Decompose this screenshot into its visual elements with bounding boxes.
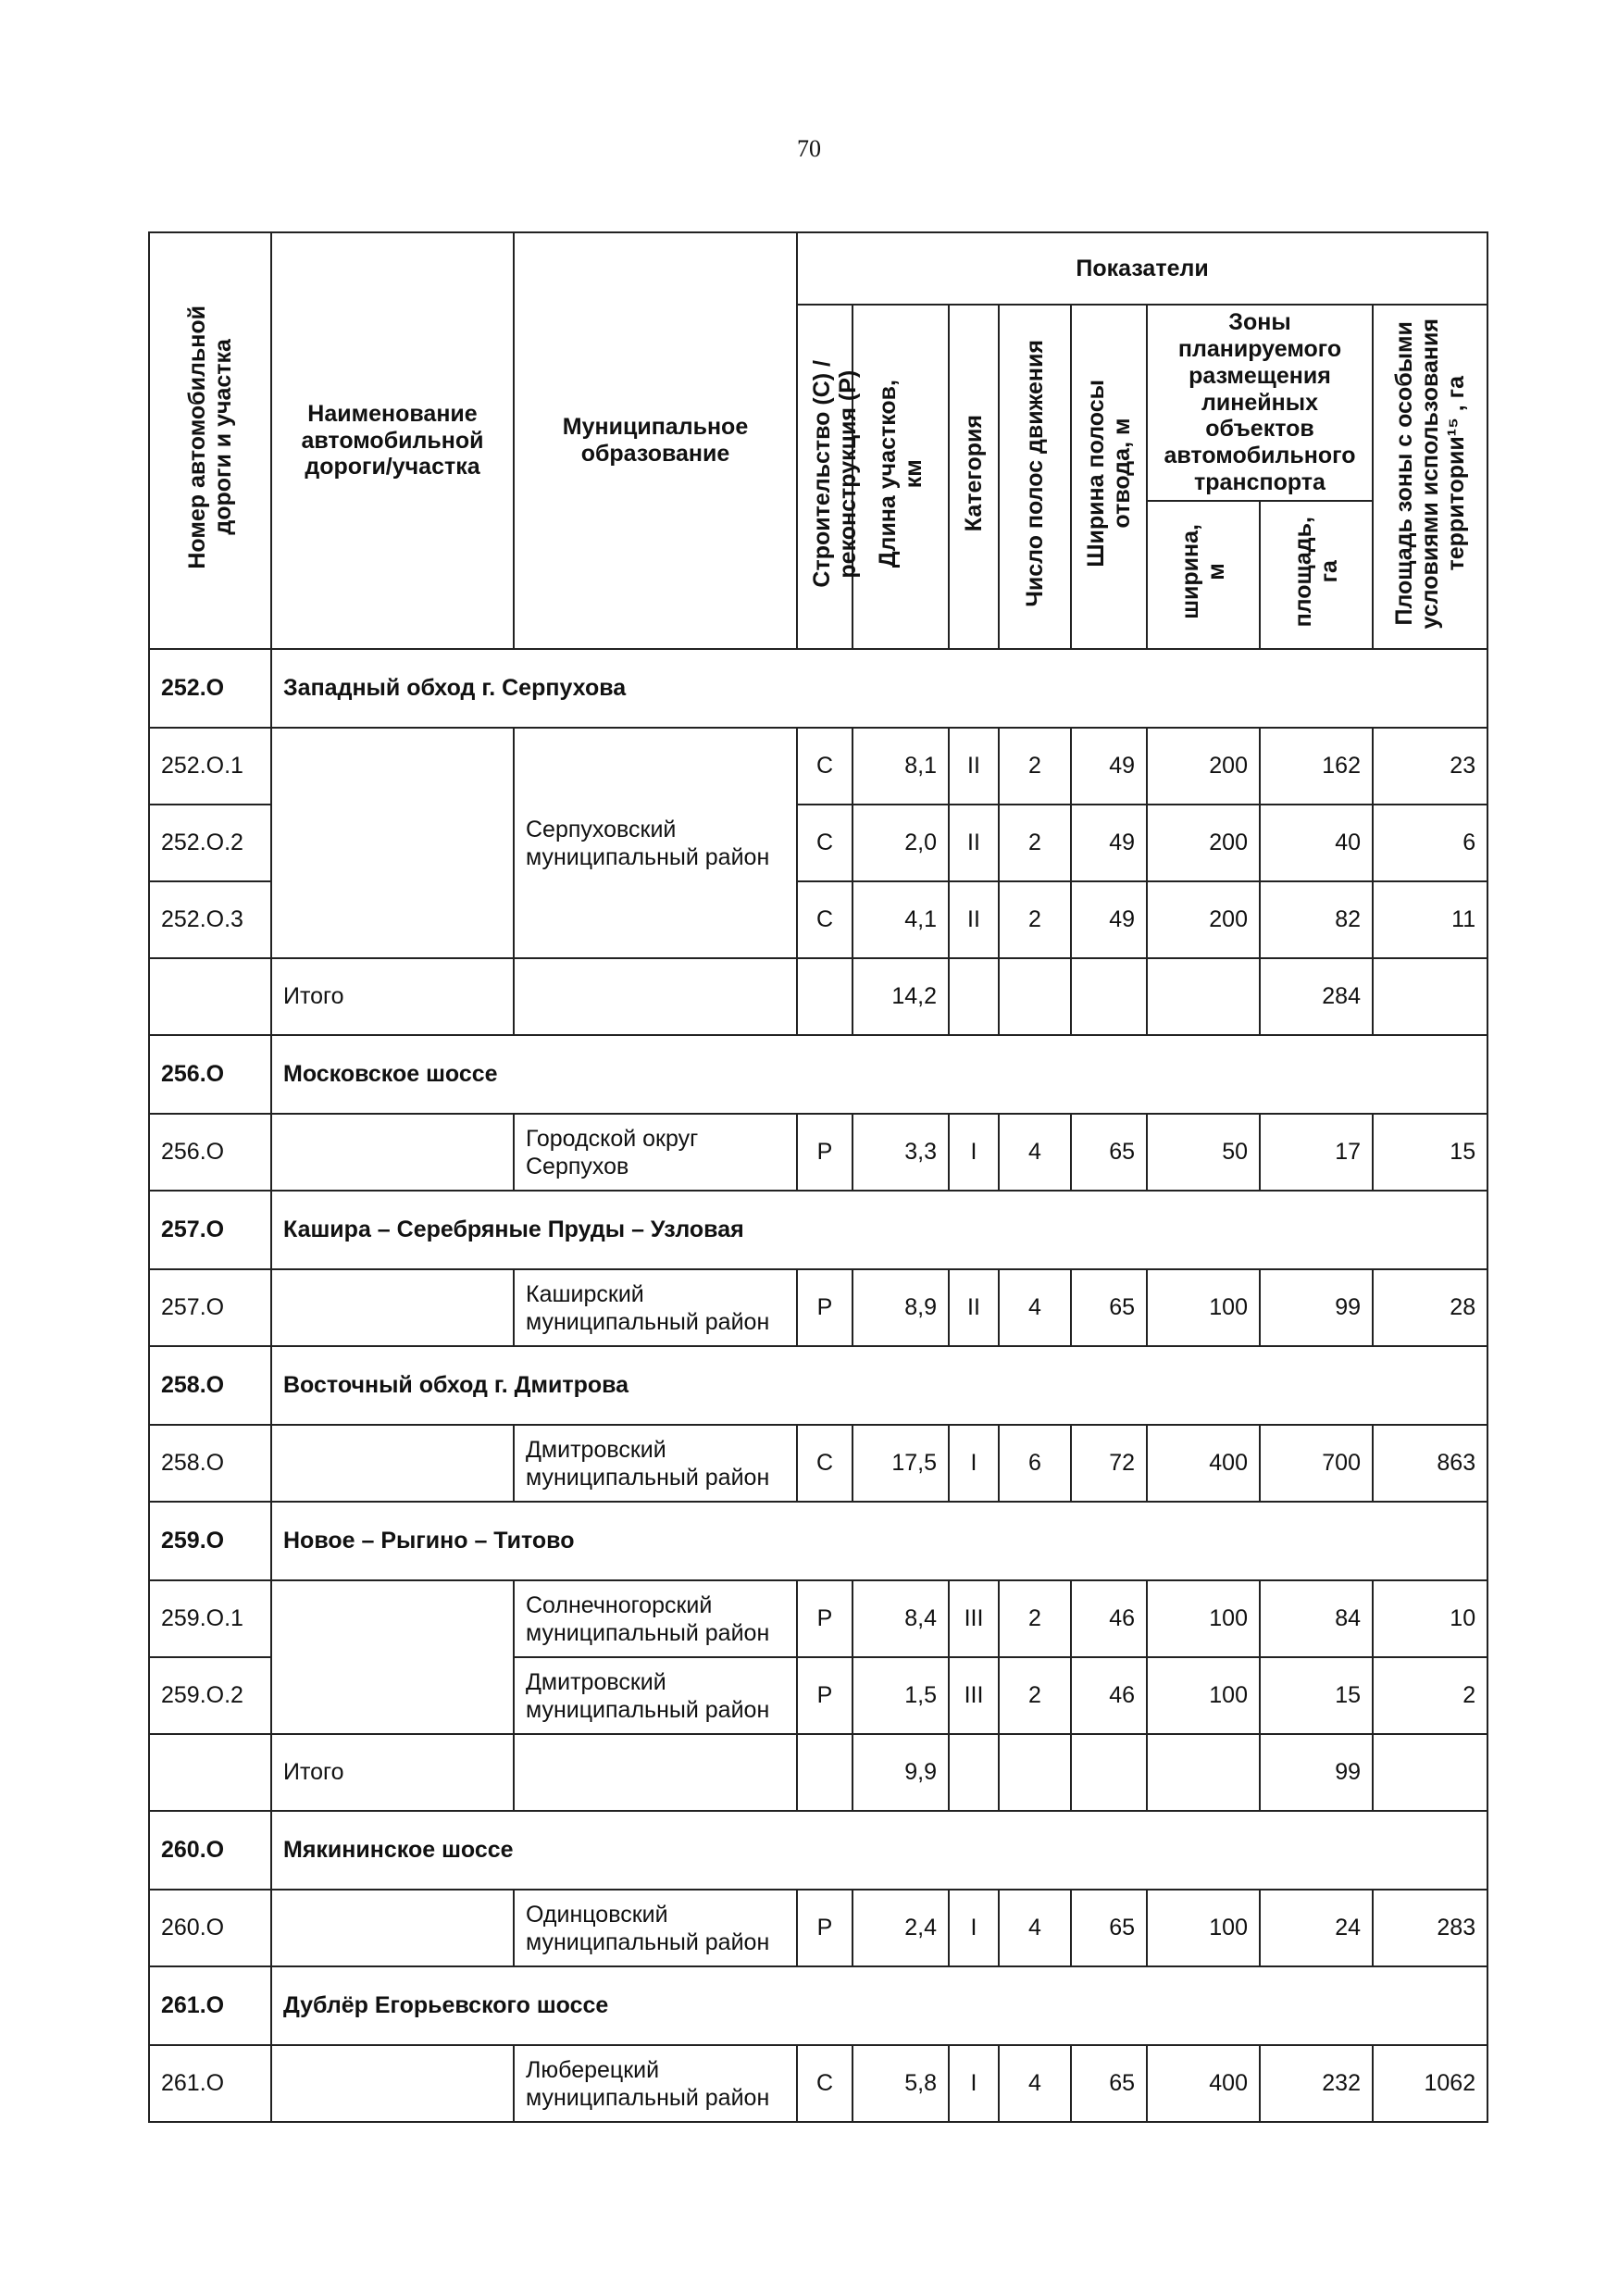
group-title: Восточный обход г. Дмитрова: [271, 1346, 1487, 1425]
group-code: 261.О: [149, 1966, 271, 2045]
group-title: Мякининское шоссе: [271, 1811, 1487, 1890]
total-zone-width-cell: [1147, 1734, 1260, 1811]
row-name-cell: [271, 1890, 514, 1966]
row-length: 8,9: [853, 1269, 949, 1346]
row-length: 3,3: [853, 1114, 949, 1191]
table-row: [149, 1114, 1487, 1191]
row-category: II: [949, 728, 999, 805]
total-row-width-cell: [1071, 958, 1147, 1035]
row-row-width: 65: [1071, 1269, 1147, 1346]
group-code: 259.О: [149, 1502, 271, 1580]
total-zone-area: 99: [1260, 1734, 1373, 1811]
row-code: 259.О.2: [149, 1657, 271, 1734]
total-row: [149, 1734, 1487, 1811]
row-lanes: 2: [999, 1657, 1071, 1734]
table-row: [149, 1269, 1487, 1346]
total-lanes-cell: [999, 1734, 1071, 1811]
row-zone-width: 200: [1147, 728, 1260, 805]
row-row-width: 65: [1071, 1114, 1147, 1191]
group-title: Московское шоссе: [271, 1035, 1487, 1114]
total-lanes-cell: [999, 958, 1071, 1035]
row-length: 8,4: [853, 1580, 949, 1657]
row-row-width: 49: [1071, 881, 1147, 958]
row-name-cell: [271, 728, 514, 958]
row-category: III: [949, 1580, 999, 1657]
row-build: Р: [797, 1114, 853, 1191]
group-row-260: [149, 1811, 1487, 1890]
total-length: 9,9: [853, 1734, 949, 1811]
header-lanes: Число полос движения: [999, 305, 1071, 649]
row-special-area: 15: [1373, 1114, 1487, 1191]
row-build: С: [797, 881, 853, 958]
total-special-cell: [1373, 958, 1487, 1035]
group-row-252: [149, 649, 1487, 728]
row-code: 252.О.2: [149, 805, 271, 881]
header-code: Номер автомобильной дороги и участка: [149, 232, 271, 649]
table-row: [149, 1580, 1487, 1657]
group-title: Дублёр Егорьевского шоссе: [271, 1966, 1487, 2045]
row-length: 17,5: [853, 1425, 949, 1502]
total-special-cell: [1373, 1734, 1487, 1811]
row-zone-area: 15: [1260, 1657, 1373, 1734]
row-lanes: 2: [999, 881, 1071, 958]
group-code: 256.О: [149, 1035, 271, 1114]
row-row-width: 65: [1071, 2045, 1147, 2122]
header-municipality: Муниципальное образование: [514, 232, 797, 649]
row-zone-width: 100: [1147, 1269, 1260, 1346]
row-length: 4,1: [853, 881, 949, 958]
total-build-cell: [797, 958, 853, 1035]
row-category: II: [949, 805, 999, 881]
row-category: III: [949, 1657, 999, 1734]
row-lanes: 2: [999, 1580, 1071, 1657]
row-municipality: Дмитровский муниципальный район: [514, 1657, 797, 1734]
row-code: 252.О.1: [149, 728, 271, 805]
header-row-width: Ширина полосы отвода, м: [1071, 305, 1147, 649]
row-lanes: 4: [999, 2045, 1071, 2122]
group-row-256: [149, 1035, 1487, 1114]
row-municipality: Дмитровский муниципальный район: [514, 1425, 797, 1502]
row-special-area: 10: [1373, 1580, 1487, 1657]
row-zone-area: 232: [1260, 2045, 1373, 2122]
row-lanes: 2: [999, 805, 1071, 881]
row-row-width: 72: [1071, 1425, 1147, 1502]
page-number: 70: [797, 135, 821, 162]
row-lanes: 4: [999, 1890, 1071, 1966]
total-zone-area: 284: [1260, 958, 1373, 1035]
row-category: I: [949, 1425, 999, 1502]
row-special-area: 283: [1373, 1890, 1487, 1966]
row-zone-width: 200: [1147, 805, 1260, 881]
row-code: 252.О.3: [149, 881, 271, 958]
row-special-area: 6: [1373, 805, 1487, 881]
row-special-area: 11: [1373, 881, 1487, 958]
group-title: Кашира – Серебряные Пруды – Узловая: [271, 1191, 1487, 1269]
header-category: Категория: [949, 305, 999, 649]
group-code: 252.О: [149, 649, 271, 728]
total-category-cell: [949, 1734, 999, 1811]
row-row-width: 46: [1071, 1580, 1147, 1657]
row-special-area: 1062: [1373, 2045, 1487, 2122]
group-code: 258.О: [149, 1346, 271, 1425]
row-lanes: 6: [999, 1425, 1071, 1502]
row-name-cell: [271, 1580, 514, 1734]
total-municipality-cell: [514, 958, 797, 1035]
row-lanes: 4: [999, 1114, 1071, 1191]
row-build: С: [797, 2045, 853, 2122]
row-row-width: 46: [1071, 1657, 1147, 1734]
header-build: Строительство (С) / реконструкция (Р): [797, 305, 853, 649]
row-name-cell: [271, 2045, 514, 2122]
group-title: Западный обход г. Серпухова: [271, 649, 1487, 728]
row-build: Р: [797, 1890, 853, 1966]
row-category: I: [949, 1114, 999, 1191]
total-label: Итого: [271, 958, 514, 1035]
row-municipality: Солнечногорский муниципальный район: [514, 1580, 797, 1657]
row-category: II: [949, 881, 999, 958]
row-zone-area: 82: [1260, 881, 1373, 958]
row-municipality: Одинцовский муниципальный район: [514, 1890, 797, 1966]
row-zone-width: 100: [1147, 1890, 1260, 1966]
row-build: С: [797, 728, 853, 805]
row-special-area: 863: [1373, 1425, 1487, 1502]
row-special-area: 23: [1373, 728, 1487, 805]
row-build: Р: [797, 1269, 853, 1346]
total-length: 14,2: [853, 958, 949, 1035]
row-municipality: Каширский муниципальный район: [514, 1269, 797, 1346]
group-title: Новое – Рыгино – Титово: [271, 1502, 1487, 1580]
row-length: 5,8: [853, 2045, 949, 2122]
row-length: 2,4: [853, 1890, 949, 1966]
header-special-area: Площадь зоны с особыми условиями использования территории¹⁵ , га: [1373, 305, 1487, 649]
row-code: 259.О.1: [149, 1580, 271, 1657]
row-build: С: [797, 1425, 853, 1502]
table-row: [149, 1425, 1487, 1502]
header-indicators: Показатели: [797, 232, 1487, 305]
row-zone-area: 162: [1260, 728, 1373, 805]
total-category-cell: [949, 958, 999, 1035]
group-row-261: [149, 1966, 1487, 2045]
header-length: Длина участков, км: [853, 305, 949, 649]
table-header: [149, 232, 1487, 649]
total-row: [149, 958, 1487, 1035]
row-build: С: [797, 805, 853, 881]
row-length: 8,1: [853, 728, 949, 805]
total-zone-width-cell: [1147, 958, 1260, 1035]
row-municipality: Серпуховский муниципальный район: [514, 728, 797, 958]
table-row: [149, 728, 1487, 805]
row-zone-width: 100: [1147, 1580, 1260, 1657]
row-zone-width: 50: [1147, 1114, 1260, 1191]
total-code-cell: [149, 958, 271, 1035]
group-code: 260.О: [149, 1811, 271, 1890]
row-zone-width: 200: [1147, 881, 1260, 958]
row-name-cell: [271, 1425, 514, 1502]
row-special-area: 2: [1373, 1657, 1487, 1734]
group-row-259: [149, 1502, 1487, 1580]
total-municipality-cell: [514, 1734, 797, 1811]
row-category: I: [949, 2045, 999, 2122]
row-zone-area: 24: [1260, 1890, 1373, 1966]
row-name-cell: [271, 1114, 514, 1191]
group-row-257: [149, 1191, 1487, 1269]
total-code-cell: [149, 1734, 271, 1811]
row-lanes: 4: [999, 1269, 1071, 1346]
header-zones: Зоны планируемого размещения линейных объектов автомобильного транспорта: [1147, 305, 1373, 501]
row-category: I: [949, 1890, 999, 1966]
header-zone-area: площадь, га: [1260, 501, 1373, 649]
table-body: [149, 649, 1487, 2122]
table-row: [149, 1890, 1487, 1966]
row-special-area: 28: [1373, 1269, 1487, 1346]
row-zone-width: 100: [1147, 1657, 1260, 1734]
row-municipality: Городской округ Серпухов: [514, 1114, 797, 1191]
row-code: 258.О: [149, 1425, 271, 1502]
header-zone-width: ширина, м: [1147, 501, 1260, 649]
row-category: II: [949, 1269, 999, 1346]
row-zone-area: 17: [1260, 1114, 1373, 1191]
row-zone-area: 700: [1260, 1425, 1373, 1502]
row-row-width: 49: [1071, 805, 1147, 881]
total-label: Итого: [271, 1734, 514, 1811]
row-zone-area: 84: [1260, 1580, 1373, 1657]
row-zone-area: 99: [1260, 1269, 1373, 1346]
row-lanes: 2: [999, 728, 1071, 805]
row-municipality: Люберецкий муниципальный район: [514, 2045, 797, 2122]
group-code: 257.О: [149, 1191, 271, 1269]
group-row-258: [149, 1346, 1487, 1425]
row-code: 260.О: [149, 1890, 271, 1966]
row-name-cell: [271, 1269, 514, 1346]
row-build: Р: [797, 1580, 853, 1657]
row-build: Р: [797, 1657, 853, 1734]
header-name: Наименование автомобильной дороги/участка: [271, 232, 514, 649]
row-row-width: 65: [1071, 1890, 1147, 1966]
row-zone-area: 40: [1260, 805, 1373, 881]
row-code: 261.О: [149, 2045, 271, 2122]
total-build-cell: [797, 1734, 853, 1811]
row-zone-width: 400: [1147, 2045, 1260, 2122]
total-row-width-cell: [1071, 1734, 1147, 1811]
row-row-width: 49: [1071, 728, 1147, 805]
row-code: 256.О: [149, 1114, 271, 1191]
row-length: 2,0: [853, 805, 949, 881]
roads-table: [148, 231, 1488, 2123]
row-zone-width: 400: [1147, 1425, 1260, 1502]
row-code: 257.О: [149, 1269, 271, 1346]
table-row: [149, 2045, 1487, 2122]
row-length: 1,5: [853, 1657, 949, 1734]
